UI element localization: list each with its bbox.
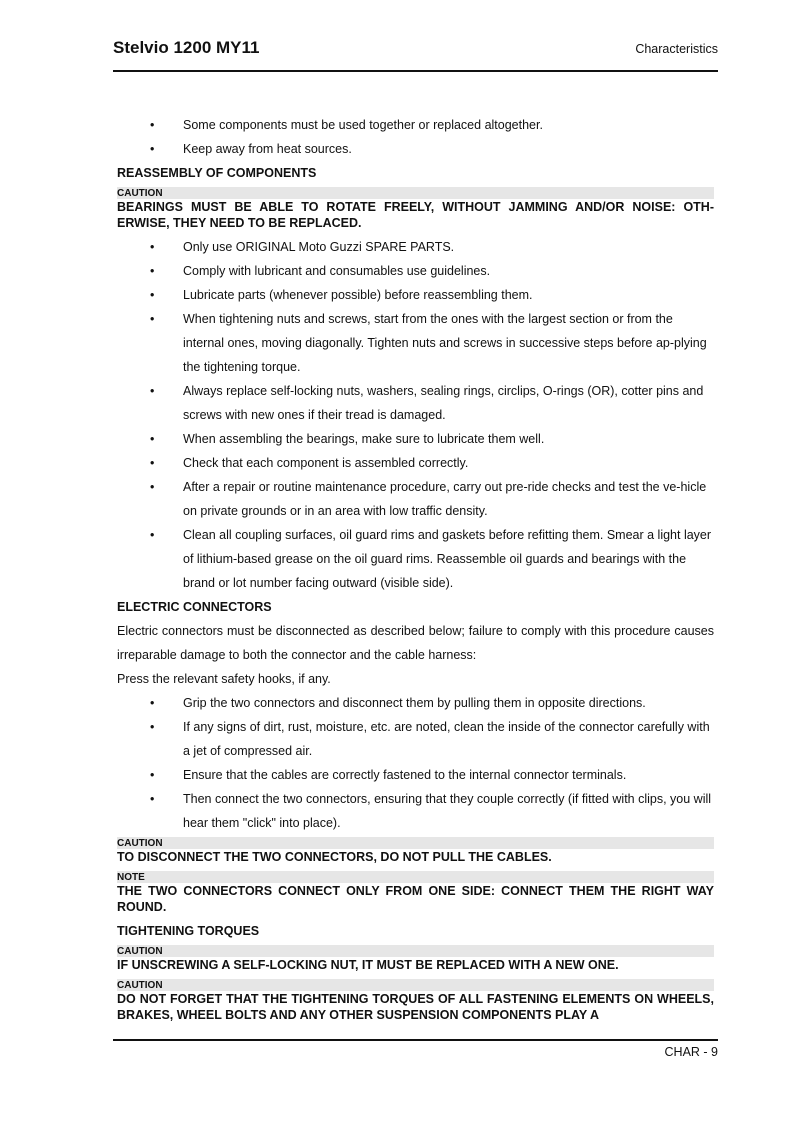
page-header xyxy=(113,34,718,70)
list-item xyxy=(117,137,714,161)
list-item-text: Grip the two connectors and disconnect them by pulling them in opposite directions. xyxy=(183,696,646,710)
bullet-marker: • xyxy=(150,480,155,494)
list-item xyxy=(117,763,714,787)
list-item-text: Only use ORIGINAL Moto Guzzi SPARE PARTS. xyxy=(183,240,455,254)
document-title: Stelvio 1200 MY11 xyxy=(113,38,260,57)
caution-label: CAUTION xyxy=(117,187,714,199)
header-divider xyxy=(113,70,718,72)
bullet-marker: • xyxy=(150,528,155,542)
list-item xyxy=(117,283,714,307)
list-item-text: After a repair or routine maintenance procedure, carry out pre-ride checks and test the ve-hicle on private grounds or in an area with low traffic density. xyxy=(183,480,707,518)
list-item-text: Then connect the two connectors, ensuring that they couple correctly (if fitted with clips, you will hear them "click" into place). xyxy=(183,792,712,830)
list-item xyxy=(117,691,714,715)
caution-label: CAUTION xyxy=(117,945,714,957)
page-number: CHAR - 9 xyxy=(664,1045,718,1059)
section-heading-reassembly: REASSEMBLY OF COMPONENTS xyxy=(117,166,317,180)
list-item-text: If any signs of dirt, rust, moisture, etc. are noted, clean the inside of the connector carefully with a jet of compressed air. xyxy=(183,720,710,758)
list-item xyxy=(117,113,714,137)
caution-text: IF UNSCREWING A SELF-LOCKING NUT, IT MUST BE REPLACED WITH A NEW ONE. xyxy=(117,958,619,972)
bullet-marker: • xyxy=(150,142,155,156)
bullet-marker: • xyxy=(150,240,155,254)
list-item-text: Comply with lubricant and consumables use guidelines. xyxy=(183,264,491,278)
list-item xyxy=(117,523,714,595)
caution-text: TO DISCONNECT THE TWO CONNECTORS, DO NOT PULL THE CABLES. xyxy=(117,850,552,864)
bullet-marker: • xyxy=(150,720,155,734)
caution-text: BEARINGS MUST BE ABLE TO ROTATE FREELY, WITHOUT JAMMING AND/OR NOISE: OTH-ERWISE, THEY NEED TO BE REPLACED. xyxy=(117,200,714,230)
bullet-marker: • xyxy=(150,432,155,446)
list-item xyxy=(117,307,714,379)
bullet-marker: • xyxy=(150,312,155,326)
list-item xyxy=(117,787,714,835)
footer-divider xyxy=(113,1039,718,1041)
list-item-text: Some components must be used together or replaced altogether. xyxy=(183,118,543,132)
section-name: Characteristics xyxy=(635,42,718,56)
bullet-marker: • xyxy=(150,696,155,710)
bullet-marker: • xyxy=(150,456,155,470)
bullet-marker: • xyxy=(150,264,155,278)
list-item xyxy=(117,715,714,763)
list-item-text: When tightening nuts and screws, start from the ones with the largest section or from the internal ones, moving diagonally. Tighten nuts and screws in successive steps before ap-plying the tightening torque. xyxy=(183,312,707,374)
bullet-marker: • xyxy=(150,384,155,398)
list-item xyxy=(117,451,714,475)
section-heading-electric-connectors: ELECTRIC CONNECTORS xyxy=(117,600,272,614)
note-text: THE TWO CONNECTORS CONNECT ONLY FROM ONE SIDE: CONNECT THEM THE RIGHT WAY ROUND. xyxy=(117,884,714,914)
list-item xyxy=(117,427,714,451)
bullet-marker: • xyxy=(150,792,155,806)
note-label: NOTE xyxy=(117,871,714,883)
paragraph: Electric connectors must be disconnected as described below; failure to comply with this procedure causes irreparable damage to both the connector and the cable harness: xyxy=(117,624,714,662)
list-item-text: Lubricate parts (whenever possible) before reassembling them. xyxy=(183,288,533,302)
list-item xyxy=(117,475,714,523)
list-item xyxy=(117,235,714,259)
list-item-text: When assembling the bearings, make sure to lubricate them well. xyxy=(183,432,545,446)
caution-label: CAUTION xyxy=(117,979,714,991)
bullet-marker: • xyxy=(150,118,155,132)
list-item xyxy=(117,379,714,427)
page-content xyxy=(117,113,714,1027)
list-item-text: Keep away from heat sources. xyxy=(183,142,352,156)
list-item xyxy=(117,259,714,283)
list-item-text: Clean all coupling surfaces, oil guard rims and gaskets before refitting them. Smear a light layer of lithium-based grease on the oil guard rims. Reassemble oil guards and bearings with the brand or lot number facing outward (visible side). xyxy=(183,528,712,590)
bullet-marker: • xyxy=(150,288,155,302)
list-item-text: Ensure that the cables are correctly fastened to the internal connector terminals. xyxy=(183,768,627,782)
list-item-text: Always replace self-locking nuts, washers, sealing rings, circlips, O-rings (OR), cotter pins and screws with new ones if their tread is damaged. xyxy=(183,384,704,422)
caution-label: CAUTION xyxy=(117,837,714,849)
caution-text: DO NOT FORGET THAT THE TIGHTENING TORQUES OF ALL FASTENING ELEMENTS ON WHEELS, BRAKES, WHEEL BOLTS AND ANY OTHER SUSPENSION COMPONENTS PLAY A xyxy=(117,992,714,1022)
section-heading-tightening-torques: TIGHTENING TORQUES xyxy=(117,924,260,938)
bullet-marker: • xyxy=(150,768,155,782)
paragraph: Press the relevant safety hooks, if any. xyxy=(117,672,331,686)
list-item-text: Check that each component is assembled correctly. xyxy=(183,456,469,470)
